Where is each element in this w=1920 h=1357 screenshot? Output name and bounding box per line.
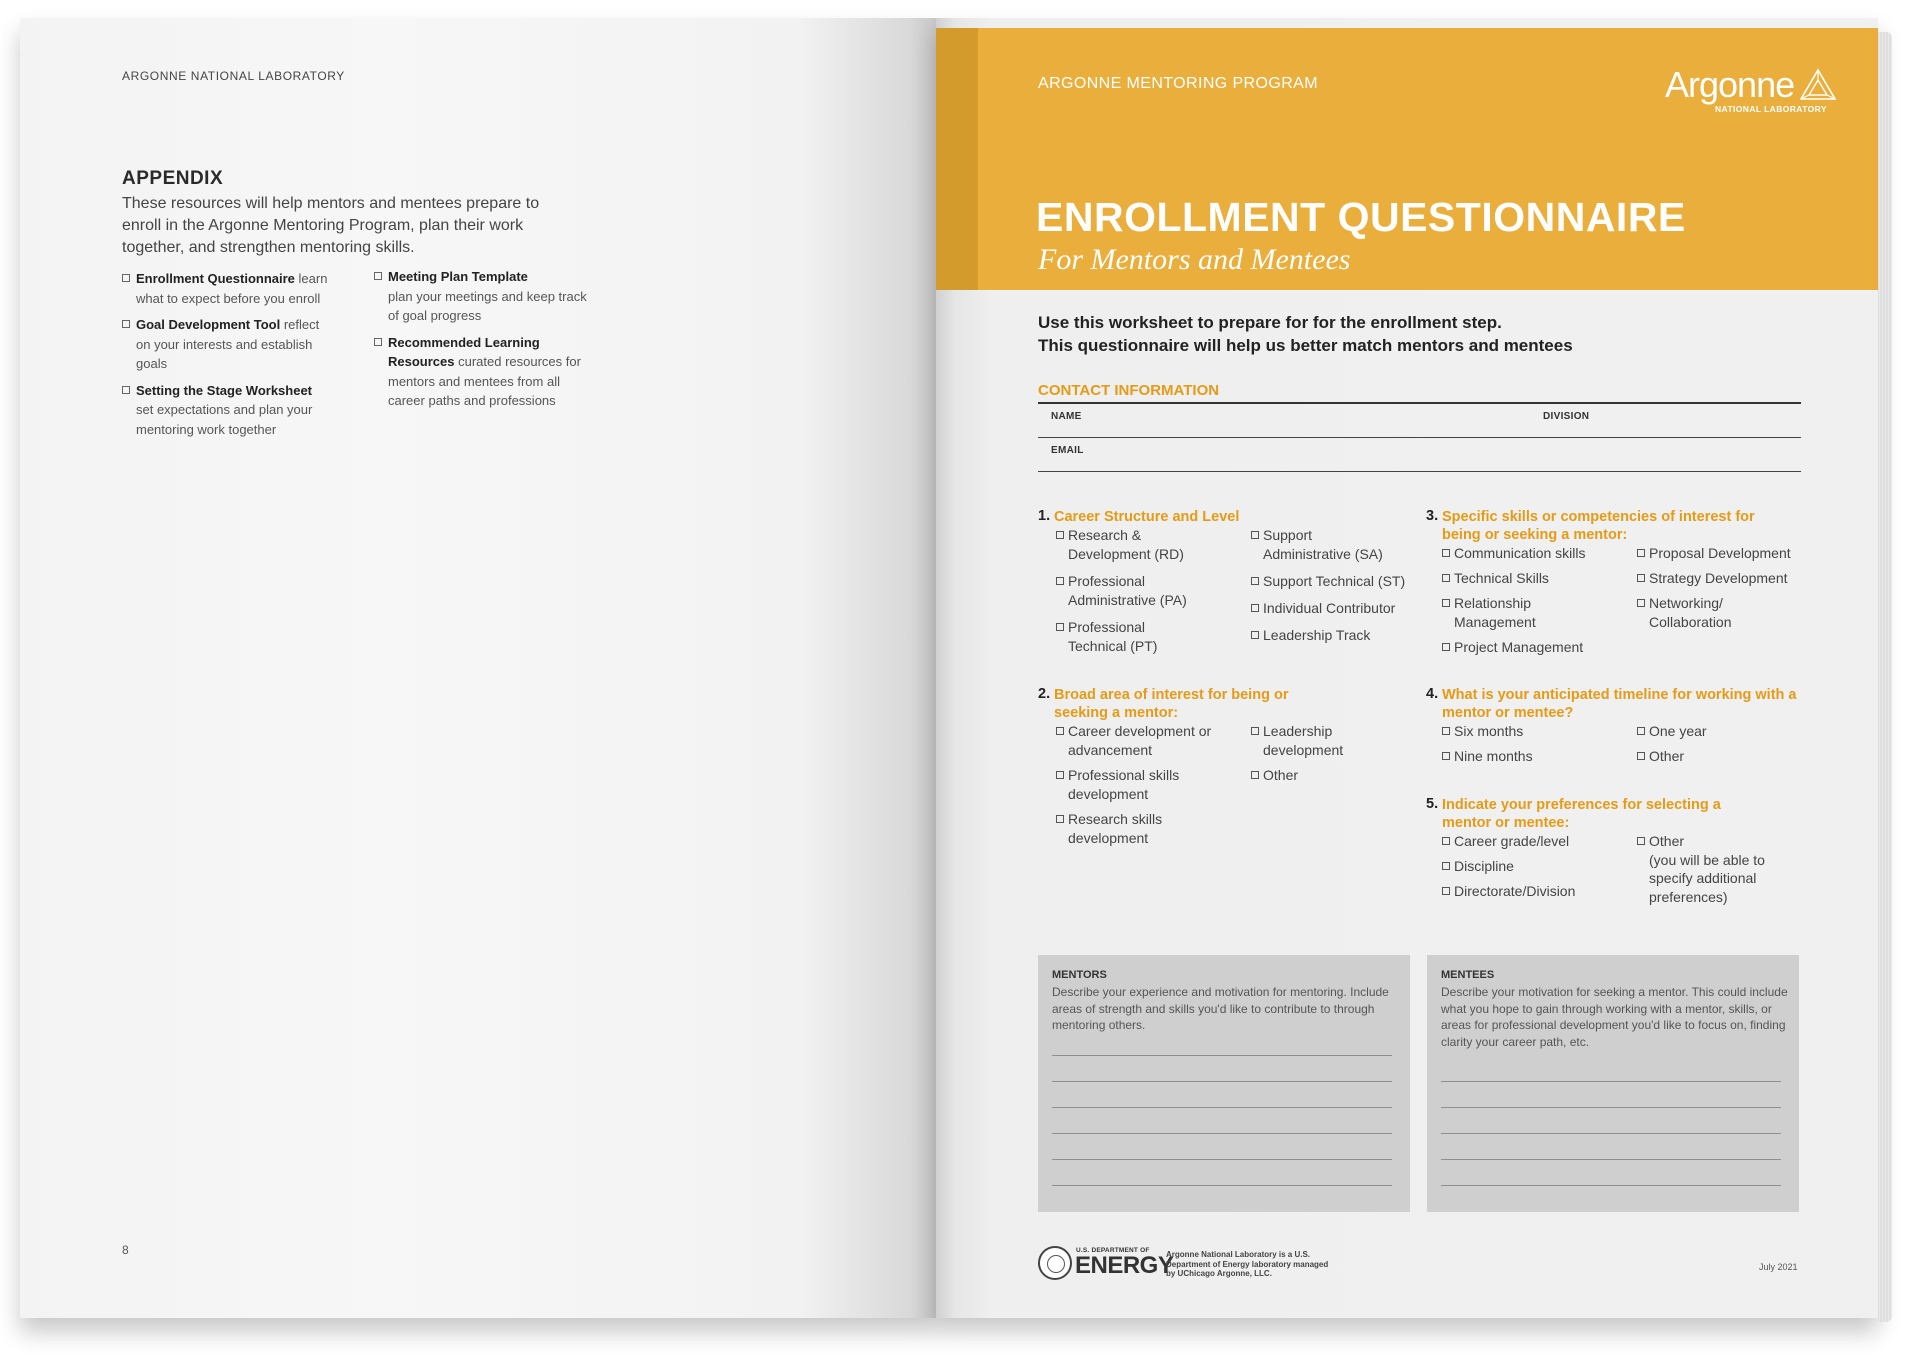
resource-desc: plan your meetings and keep track of goal progress (388, 288, 587, 323)
option-professional-skills[interactable] (1056, 766, 1206, 803)
checkbox-icon[interactable] (1442, 574, 1450, 582)
panel-title: MENTORS (1052, 969, 1107, 981)
option-leadership-track[interactable] (1251, 626, 1426, 645)
contact-rule (1038, 402, 1801, 404)
appendix-intro: These resources will help mentors and mentees prepare to enroll in the Argonne Mentoring Program, plan their work together, and strengthen mentoring skills. (122, 195, 540, 256)
checkbox-icon[interactable] (1251, 577, 1259, 585)
option-six-months[interactable] (1442, 722, 1592, 741)
writing-line[interactable] (1441, 1159, 1781, 1160)
option-project-management[interactable] (1442, 638, 1612, 657)
option-label: Communication skills (1454, 545, 1586, 561)
option-leadership-development[interactable] (1251, 722, 1371, 759)
option-label: Career development or advancement (1068, 723, 1212, 758)
resource-item (122, 315, 337, 374)
option-other[interactable] (1637, 832, 1787, 906)
resource-name: Enrollment Questionnaire (136, 271, 295, 286)
resource-item (122, 269, 337, 308)
option-label: Research & Development (RD) (1068, 527, 1184, 562)
option-label: Support Administrative (SA) (1263, 527, 1383, 562)
checkbox-icon[interactable] (1637, 599, 1645, 607)
checkbox-icon[interactable] (1251, 531, 1259, 539)
question-number: 4. (1426, 686, 1439, 702)
doe-statement: Argonne National Laboratory is a U.S. Department of Energy laboratory managed by UChicago Argonne, LLC. (1166, 1250, 1329, 1278)
option-research-skills[interactable] (1056, 810, 1196, 847)
question-number: 3. (1426, 508, 1439, 524)
question-title: Career Structure and Level (1054, 509, 1240, 525)
running-head: ARGONNE NATIONAL LABORATORY (122, 69, 345, 83)
option-sa[interactable] (1251, 526, 1401, 563)
option-proposal-development[interactable] (1637, 544, 1807, 563)
mentees-panel (1427, 955, 1799, 1212)
checkbox-icon[interactable] (1442, 549, 1450, 557)
checkbox-icon (122, 320, 130, 328)
option-label: Directorate/Division (1454, 883, 1576, 899)
option-label: Project Management (1454, 639, 1584, 655)
checkbox-icon[interactable] (1056, 771, 1064, 779)
question-title: What is your anticipated timeline for working with a mentor or mentee? (1442, 687, 1797, 721)
option-label: Relationship Management (1454, 595, 1536, 630)
page-title: ENROLLMENT QUESTIONNAIRE (1036, 194, 1686, 240)
option-label: Leadership development (1263, 723, 1344, 758)
checkbox-icon[interactable] (1442, 643, 1450, 651)
booklet-spread (20, 18, 1890, 1318)
page-edge (1878, 32, 1892, 1322)
option-communication-skills[interactable] (1442, 544, 1612, 563)
doe-seal-icon (1038, 1246, 1072, 1280)
triangle-logo-icon (1799, 68, 1837, 102)
option-networking[interactable] (1637, 594, 1737, 631)
option-label: Leadership Track (1263, 627, 1371, 643)
doe-logo (1038, 1244, 1328, 1284)
option-career-development[interactable] (1056, 722, 1216, 759)
writing-line[interactable] (1441, 1081, 1781, 1082)
question-1 (1038, 508, 1418, 678)
checkbox-icon[interactable] (1637, 727, 1645, 735)
left-page (20, 18, 936, 1318)
option-label: Other (1649, 833, 1685, 849)
option-discipline[interactable] (1442, 857, 1612, 876)
program-name: ARGONNE MENTORING PROGRAM (1038, 75, 1318, 92)
writing-line[interactable] (1052, 1133, 1392, 1134)
resource-desc: learn what to expect before you enroll (136, 271, 328, 306)
logo-sub: NATIONAL LABORATORY (1715, 104, 1827, 114)
option-label: Other (1263, 767, 1299, 783)
question-title: Specific skills or competencies of interest for being or seeking a mentor: (1442, 509, 1755, 543)
panel-title: MENTEES (1441, 969, 1495, 981)
checkbox-icon[interactable] (1056, 531, 1064, 539)
option-label: Strategy Development (1649, 570, 1788, 586)
checkbox-icon[interactable] (1442, 599, 1450, 607)
logo-word: Argonne (1665, 64, 1795, 105)
publish-date: July 2021 (1759, 1262, 1798, 1272)
page-subtitle: For Mentors and Mentees (1038, 243, 1351, 276)
resource-desc: reflect on your interests and establish goals (136, 317, 320, 371)
question-number: 2. (1038, 686, 1051, 702)
resource-item (374, 267, 589, 326)
checkbox-icon[interactable] (1056, 727, 1064, 735)
resource-item (374, 333, 589, 411)
checkbox-icon (122, 386, 130, 394)
right-page (936, 18, 1878, 1318)
writing-line[interactable] (1052, 1159, 1392, 1160)
name-label: NAME (1051, 411, 1082, 422)
option-strategy-development[interactable] (1637, 569, 1807, 588)
resource-list-col-1 (122, 269, 337, 446)
option-label: Technical Skills (1454, 570, 1549, 586)
checkbox-icon[interactable] (1637, 752, 1645, 760)
resource-desc: set expectations and plan your mentoring work together (136, 402, 313, 437)
option-label: Other (1649, 748, 1685, 764)
writing-line[interactable] (1052, 1185, 1392, 1186)
checkbox-icon[interactable] (1056, 815, 1064, 823)
option-label: Nine months (1454, 748, 1533, 764)
writing-line[interactable] (1441, 1185, 1781, 1186)
question-title: Indicate your preferences for selecting a mentor or mentee: (1442, 797, 1721, 831)
question-4 (1426, 686, 1806, 786)
resource-desc: curated resources for mentors and mentees from all career paths and professions (388, 354, 581, 408)
option-label: Proposal Development (1649, 545, 1791, 561)
writing-line[interactable] (1441, 1107, 1781, 1108)
checkbox-icon[interactable] (1637, 837, 1645, 845)
name-field-line[interactable] (1038, 437, 1801, 438)
page-number: 8 (122, 1243, 129, 1257)
checkbox-icon[interactable] (1251, 604, 1259, 612)
checkbox-icon[interactable] (1251, 771, 1259, 779)
checkbox-icon[interactable] (1442, 727, 1450, 735)
panel-text: Describe your motivation for seeking a mentor. This could include what you hope to gain through working with a mentor, skills, or areas for professional development you'd like to focus on, finding clarity your career path, etc. (1441, 985, 1788, 1049)
option-label: Research skills development (1068, 811, 1163, 846)
appendix-title: APPENDIX (122, 168, 224, 189)
option-label: Six months (1454, 723, 1524, 739)
question-3 (1426, 508, 1806, 678)
option-label: Networking/ Collaboration (1649, 595, 1732, 630)
checkbox-icon[interactable] (1442, 837, 1450, 845)
option-st[interactable] (1251, 572, 1426, 591)
option-directorate[interactable] (1442, 882, 1612, 901)
doe-big-text: ENERGY (1075, 1252, 1174, 1279)
checkbox-icon (122, 274, 130, 282)
intro-line-1: Use this worksheet to prepare for for the enrollment step. (1038, 313, 1502, 332)
option-label: Individual Contributor (1263, 600, 1396, 616)
resource-name: Goal Development Tool (136, 317, 281, 332)
checkbox-icon[interactable] (1442, 887, 1450, 895)
option-label: Discipline (1454, 858, 1514, 874)
writing-line[interactable] (1052, 1055, 1392, 1056)
option-label: Professional skills development (1068, 767, 1180, 802)
option-label: Professional Administrative (PA) (1068, 573, 1187, 608)
resource-item (122, 381, 337, 440)
question-title: Broad area of interest for being or seeking a mentor: (1054, 687, 1289, 721)
option-individual-contributor[interactable] (1251, 599, 1426, 618)
option-one-year[interactable] (1637, 722, 1787, 741)
option-other[interactable] (1251, 766, 1371, 785)
checkbox-icon (374, 338, 382, 346)
checkbox-icon[interactable] (1442, 862, 1450, 870)
checkbox-icon[interactable] (1637, 574, 1645, 582)
question-number: 1. (1038, 508, 1051, 524)
writing-line[interactable] (1441, 1133, 1781, 1134)
mentors-panel (1038, 955, 1410, 1212)
checkbox-icon[interactable] (1251, 631, 1259, 639)
option-other[interactable] (1637, 747, 1787, 766)
checkbox-icon (374, 272, 382, 280)
email-field-line[interactable] (1038, 471, 1801, 472)
option-label: Professional Technical (PT) (1068, 619, 1158, 654)
option-relationship-management[interactable] (1442, 594, 1562, 631)
doe-small-text: U.S. DEPARTMENT OF (1076, 1247, 1150, 1254)
option-pt[interactable] (1056, 618, 1196, 655)
checkbox-icon[interactable] (1056, 623, 1064, 631)
option-label: Career grade/level (1454, 833, 1570, 849)
writing-line[interactable] (1052, 1081, 1392, 1082)
resource-name: Setting the Stage Worksheet (136, 382, 313, 398)
header-banner (936, 28, 1878, 290)
panel-text: Describe your experience and motivation for mentoring. Include areas of strength and skills you'd like to contribute to through mentoring others. (1052, 985, 1389, 1032)
banner-strip (936, 28, 978, 290)
question-number: 5. (1426, 796, 1439, 812)
option-rd[interactable] (1056, 526, 1226, 563)
resource-name: Recommended Learning Resources (388, 334, 540, 369)
checkbox-icon[interactable] (1251, 727, 1259, 735)
checkbox-icon[interactable] (1442, 752, 1450, 760)
email-label: EMAIL (1051, 445, 1084, 456)
checkbox-icon[interactable] (1637, 549, 1645, 557)
option-technical-skills[interactable] (1442, 569, 1612, 588)
worksheet-intro (1038, 311, 1573, 357)
resource-name: Meeting Plan Template (388, 269, 528, 284)
option-label: Support Technical (ST) (1263, 573, 1406, 589)
writing-line[interactable] (1052, 1107, 1392, 1108)
checkbox-icon[interactable] (1056, 577, 1064, 585)
division-label: DIVISION (1543, 411, 1590, 422)
option-nine-months[interactable] (1442, 747, 1592, 766)
contact-heading: CONTACT INFORMATION (1038, 382, 1220, 399)
option-label: One year (1649, 723, 1707, 739)
option-career-grade[interactable] (1442, 832, 1612, 851)
question-2 (1038, 686, 1418, 866)
argonne-logo (1665, 64, 1845, 120)
resource-list-col-2 (374, 267, 589, 418)
intro-line-2: This questionnaire will help us better match mentors and mentees (1038, 336, 1573, 355)
option-note: (you will be able to specify additional preferences) (1649, 851, 1765, 905)
question-5 (1426, 796, 1806, 926)
option-pa[interactable] (1056, 572, 1206, 609)
